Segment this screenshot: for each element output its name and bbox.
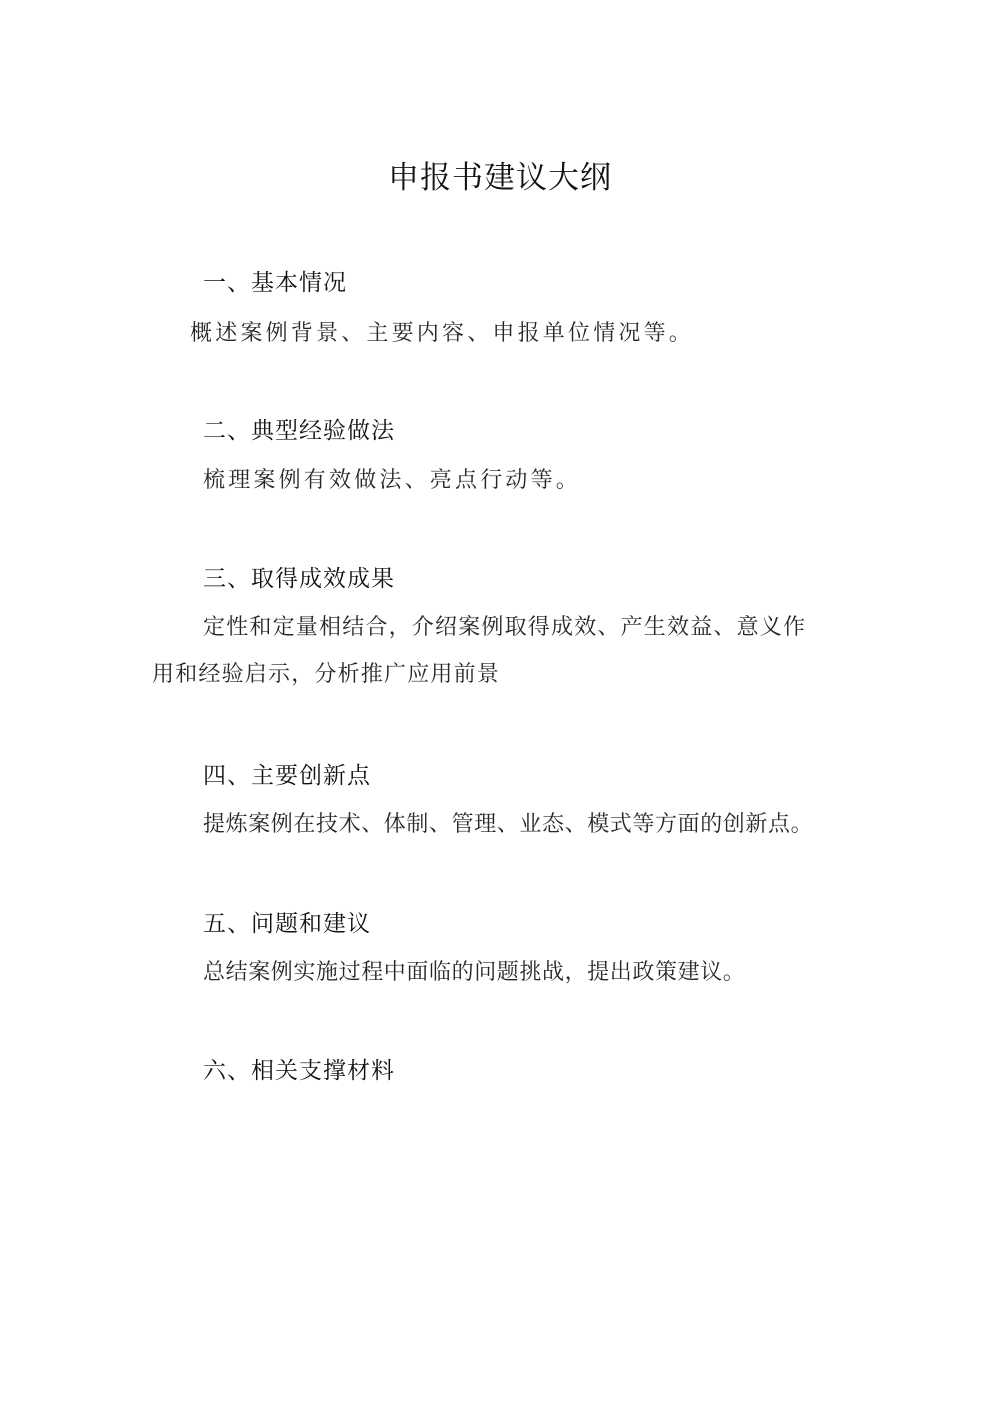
section-body-basic-info: 概述案例背景、主要内容、申报单位情况等。 (190, 321, 695, 346)
section-body-issues-suggestions: 总结案例实施过程中面临的问题挑战，提出政策建议。 (203, 960, 746, 985)
document-title: 申报书建议大纲 (388, 160, 612, 196)
section-heading-results: 三、取得成效成果 (203, 566, 395, 592)
section-body-results-line-2: 用和经验启示，分析推广应用前景 (152, 662, 501, 687)
section-heading-basic-info: 一、基本情况 (203, 270, 347, 296)
section-body-results-line-1: 定性和定量相结合，介绍案例取得成效、产生效益、意义作 (203, 615, 807, 640)
section-body-typical-experience: 梳理案例有效做法、亮点行动等。 (203, 468, 582, 493)
section-heading-typical-experience: 二、典型经验做法 (203, 418, 395, 444)
section-heading-issues-suggestions: 五、问题和建议 (203, 911, 371, 937)
section-heading-innovations: 四、主要创新点 (203, 763, 371, 789)
section-heading-supporting-materials: 六、相关支撑材料 (203, 1058, 395, 1084)
section-body-innovations: 提炼案例在技术、体制、管理、业态、模式等方面的创新点。 (203, 812, 814, 837)
